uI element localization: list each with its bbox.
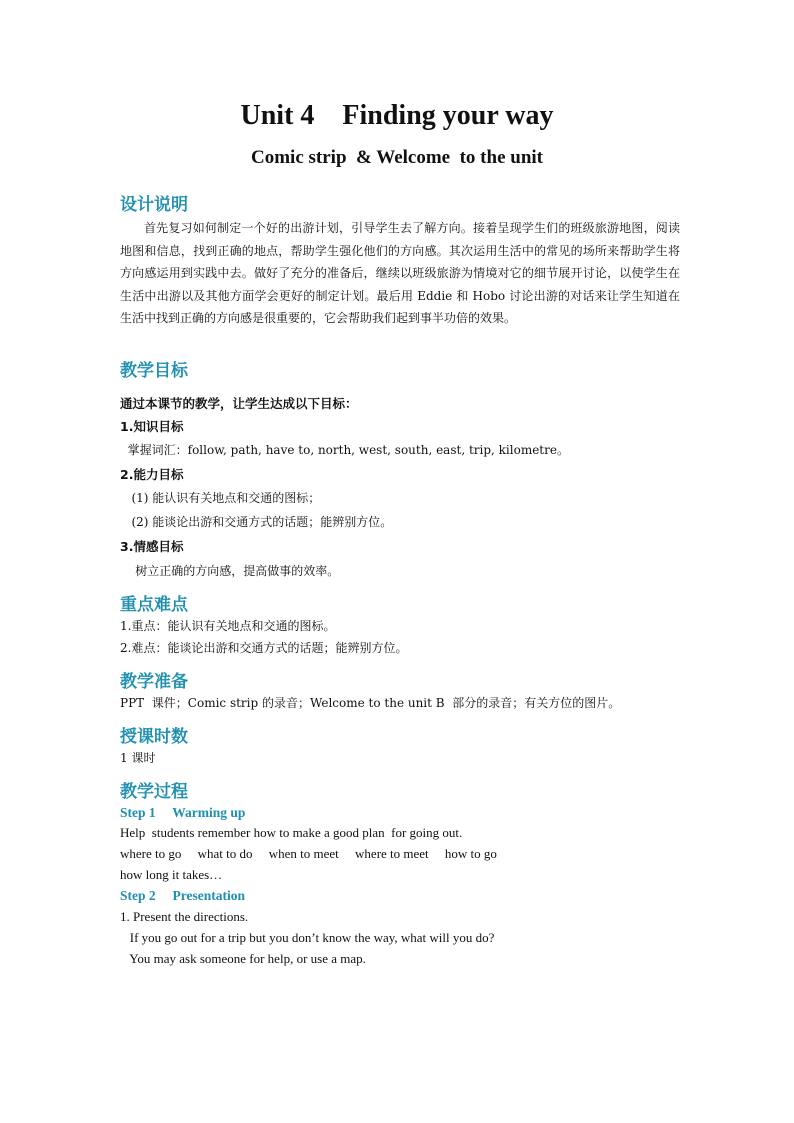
ability-item-1: (1) 能认识有关地点和交通的图标； xyxy=(120,491,321,505)
ability-item-2: (2) 能谈论出游和交通方式的话题；能辨别方位。 xyxy=(120,515,393,529)
objectives-intro: 通过本课节的教学，让学生达成以下目标： xyxy=(120,396,358,411)
step2-line-3: You may ask someone for help, or use a map. xyxy=(120,951,366,966)
knowledge-heading: 1.知识目标 xyxy=(120,419,184,434)
step2-line-2: If you go out for a trip but you don’t know the way, what will you do? xyxy=(120,930,495,945)
hours-text: 1 课时 xyxy=(120,751,156,765)
unit-title: Unit 4 Finding your way xyxy=(240,100,554,131)
step1-line-2: where to go what to do when to meet where to meet how to go xyxy=(120,846,497,861)
key-point-2: 2.难点：能谈论出游和交通方式的话题；能辨别方位。 xyxy=(120,641,408,655)
key-points-heading: 重点难点 xyxy=(120,595,188,615)
key-point-1: 1.重点：能认识有关地点和交通的图标。 xyxy=(120,619,336,633)
lesson-subtitle: Comic strip & Welcome to the unit xyxy=(251,147,543,168)
preparation-heading: 教学准备 xyxy=(120,672,188,692)
design-paragraph: 首先复习如何制定一个好的出游计划，引导学生去了解方向。接着呈现学生们的班级旅游地图，阅读地图和信息，找到正确的地点，帮助学生强化他们的方向感。其次运用生活中的常见的场所来帮助学生将方向感运用到实践中去。做好了充分的准备后，继续以班级旅游为情境对它的细节展开讨论，以使学生在生活中出游以及其他方面学会更好的制定计划。最后用 Eddie 和 Hobo 讨论出游的对话来让学生知道在生活中找到正确的方向感是很重要的，它会帮助我们起到事半功倍的效果。 xyxy=(120,221,680,326)
step1-line-1: Help students remember how to make a good plan for going out. xyxy=(120,825,463,840)
preparation-text: PPT 课件；Comic strip 的录音；Welcome to the unit B 部分的录音；有关方位的图片。 xyxy=(120,696,621,710)
hours-heading: 授课时数 xyxy=(120,727,188,747)
ability-heading: 2.能力目标 xyxy=(120,467,184,482)
step2-title: Step 2 Presentation xyxy=(120,888,245,903)
step2-line-1: 1. Present the directions. xyxy=(120,909,249,924)
emotion-heading: 3.情感目标 xyxy=(120,539,184,554)
design-heading: 设计说明 xyxy=(120,195,188,215)
knowledge-text: 掌握词汇：follow, path, have to, north, west, south, east, trip, kilometre。 xyxy=(120,443,569,457)
step1-line-3: how long it takes… xyxy=(120,867,223,882)
emotion-text: 树立正确的方向感，提高做事的效率。 xyxy=(120,564,340,578)
process-heading: 教学过程 xyxy=(120,782,188,802)
step1-title: Step 1 Warming up xyxy=(120,805,246,820)
objectives-heading: 教学目标 xyxy=(120,361,188,381)
